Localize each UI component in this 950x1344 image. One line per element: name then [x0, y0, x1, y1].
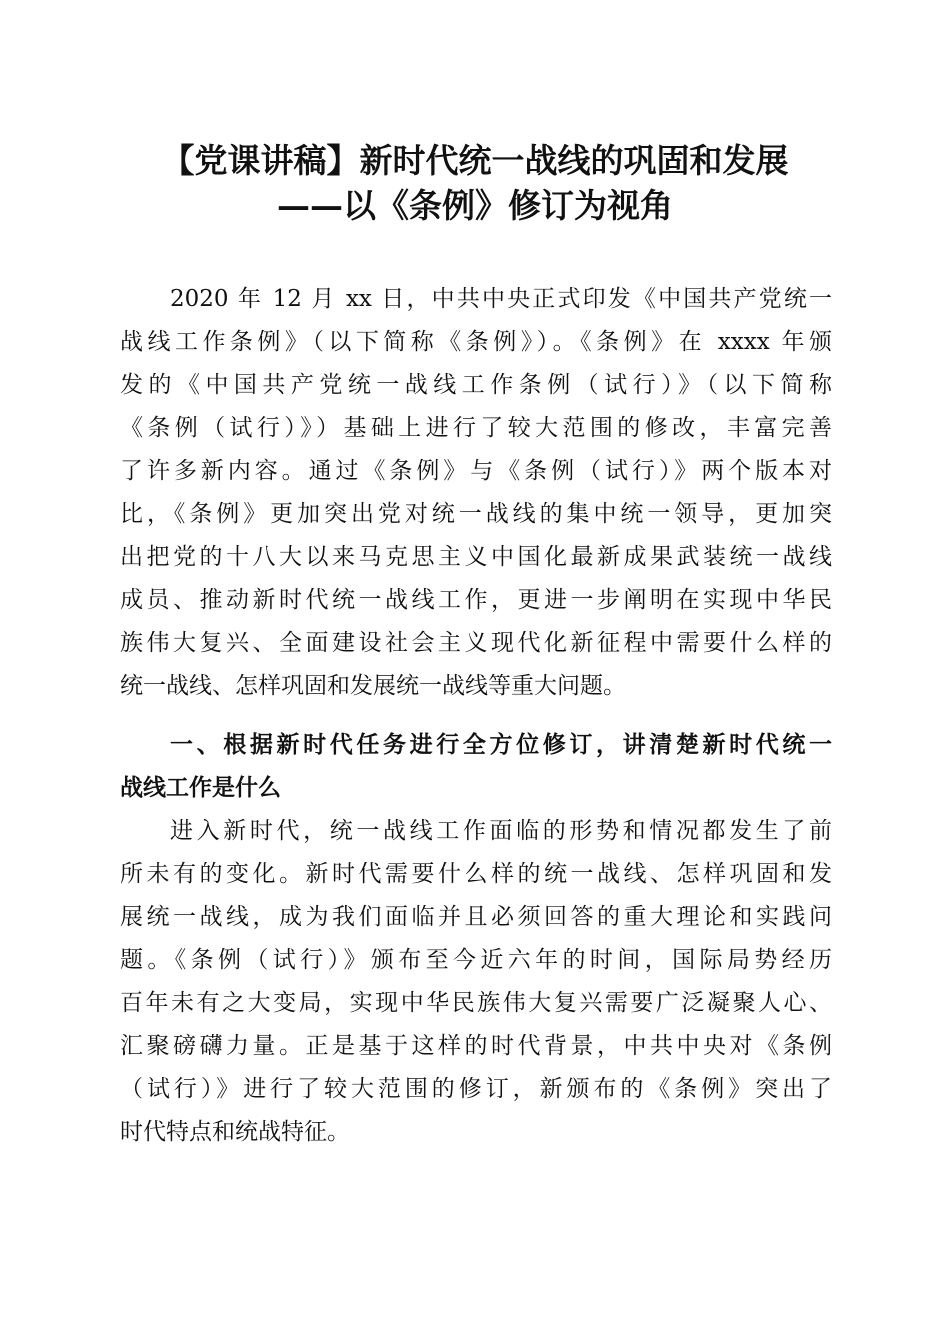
- paragraph-2-line: 题。《条例（试行）》颁布至今近六年的时间，国际局势经历: [120, 947, 832, 973]
- paragraph-2-line: 汇聚磅礴力量。正是基于这样的时代背景，中共中央对《条例: [120, 1033, 832, 1059]
- paragraph-1-line: 出把党的十八大以来马克思主义中国化最新成果武装统一战线: [120, 544, 832, 570]
- paragraph-1-line: 成员、推动新时代统一战线工作，更进一步阐明在实现中华民: [120, 587, 832, 613]
- paragraph-1-line: 统一战线、怎样巩固和发展统一战线等重大问题。: [120, 673, 626, 699]
- section-heading-line: 一、根据新时代任务进行全方位修订，讲清楚新时代统一: [170, 732, 832, 758]
- paragraph-2-line: 所未有的变化。新时代需要什么样的统一战线、怎样巩固和发: [120, 861, 832, 887]
- paragraph-1-line: 2020 年 12 月 xx 日，中共中央正式印发《中国共产党统一: [170, 286, 832, 312]
- paragraph-2-line: （试行）》进行了较大范围的修订，新颁布的《条例》突出了: [120, 1076, 832, 1102]
- paragraph-2-line: 进入新时代，统一战线工作面临的形势和情况都发生了前: [170, 818, 832, 844]
- paragraph-1-line: 比，《条例》更加突出党对统一战线的集中统一领导，更加突: [120, 501, 832, 527]
- title-line-2: ——以《条例》修订为视角: [277, 186, 673, 225]
- paragraph-1-line: 了许多新内容。通过《条例》与《条例（试行）》两个版本对: [120, 458, 832, 484]
- paragraph-2-line: 展统一战线，成为我们面临并且必须回答的重大理论和实践问: [120, 904, 832, 930]
- paragraph-1-line: 族伟大复兴、全面建设社会主义现代化新征程中需要什么样的: [120, 630, 832, 656]
- paragraph-1-line: 战线工作条例》（以下简称《条例》）。《条例》在 xxxx 年颁: [120, 329, 832, 355]
- paragraph-1-line: 《条例（试行）》）基础上进行了较大范围的修改，丰富完善: [120, 415, 832, 441]
- paragraph-2-line: 时代特点和统战特征。: [120, 1119, 350, 1145]
- paragraph-2-line: 百年未有之大变局，实现中华民族伟大复兴需要广泛凝聚人心、: [120, 990, 832, 1016]
- title-line-1: 【党课讲稿】新时代统一战线的巩固和发展: [161, 141, 789, 180]
- paragraph-1-line: 发的《中国共产党统一战线工作条例（试行）》（以下简称: [120, 372, 832, 398]
- section-heading-line: 战线工作是什么: [120, 775, 281, 801]
